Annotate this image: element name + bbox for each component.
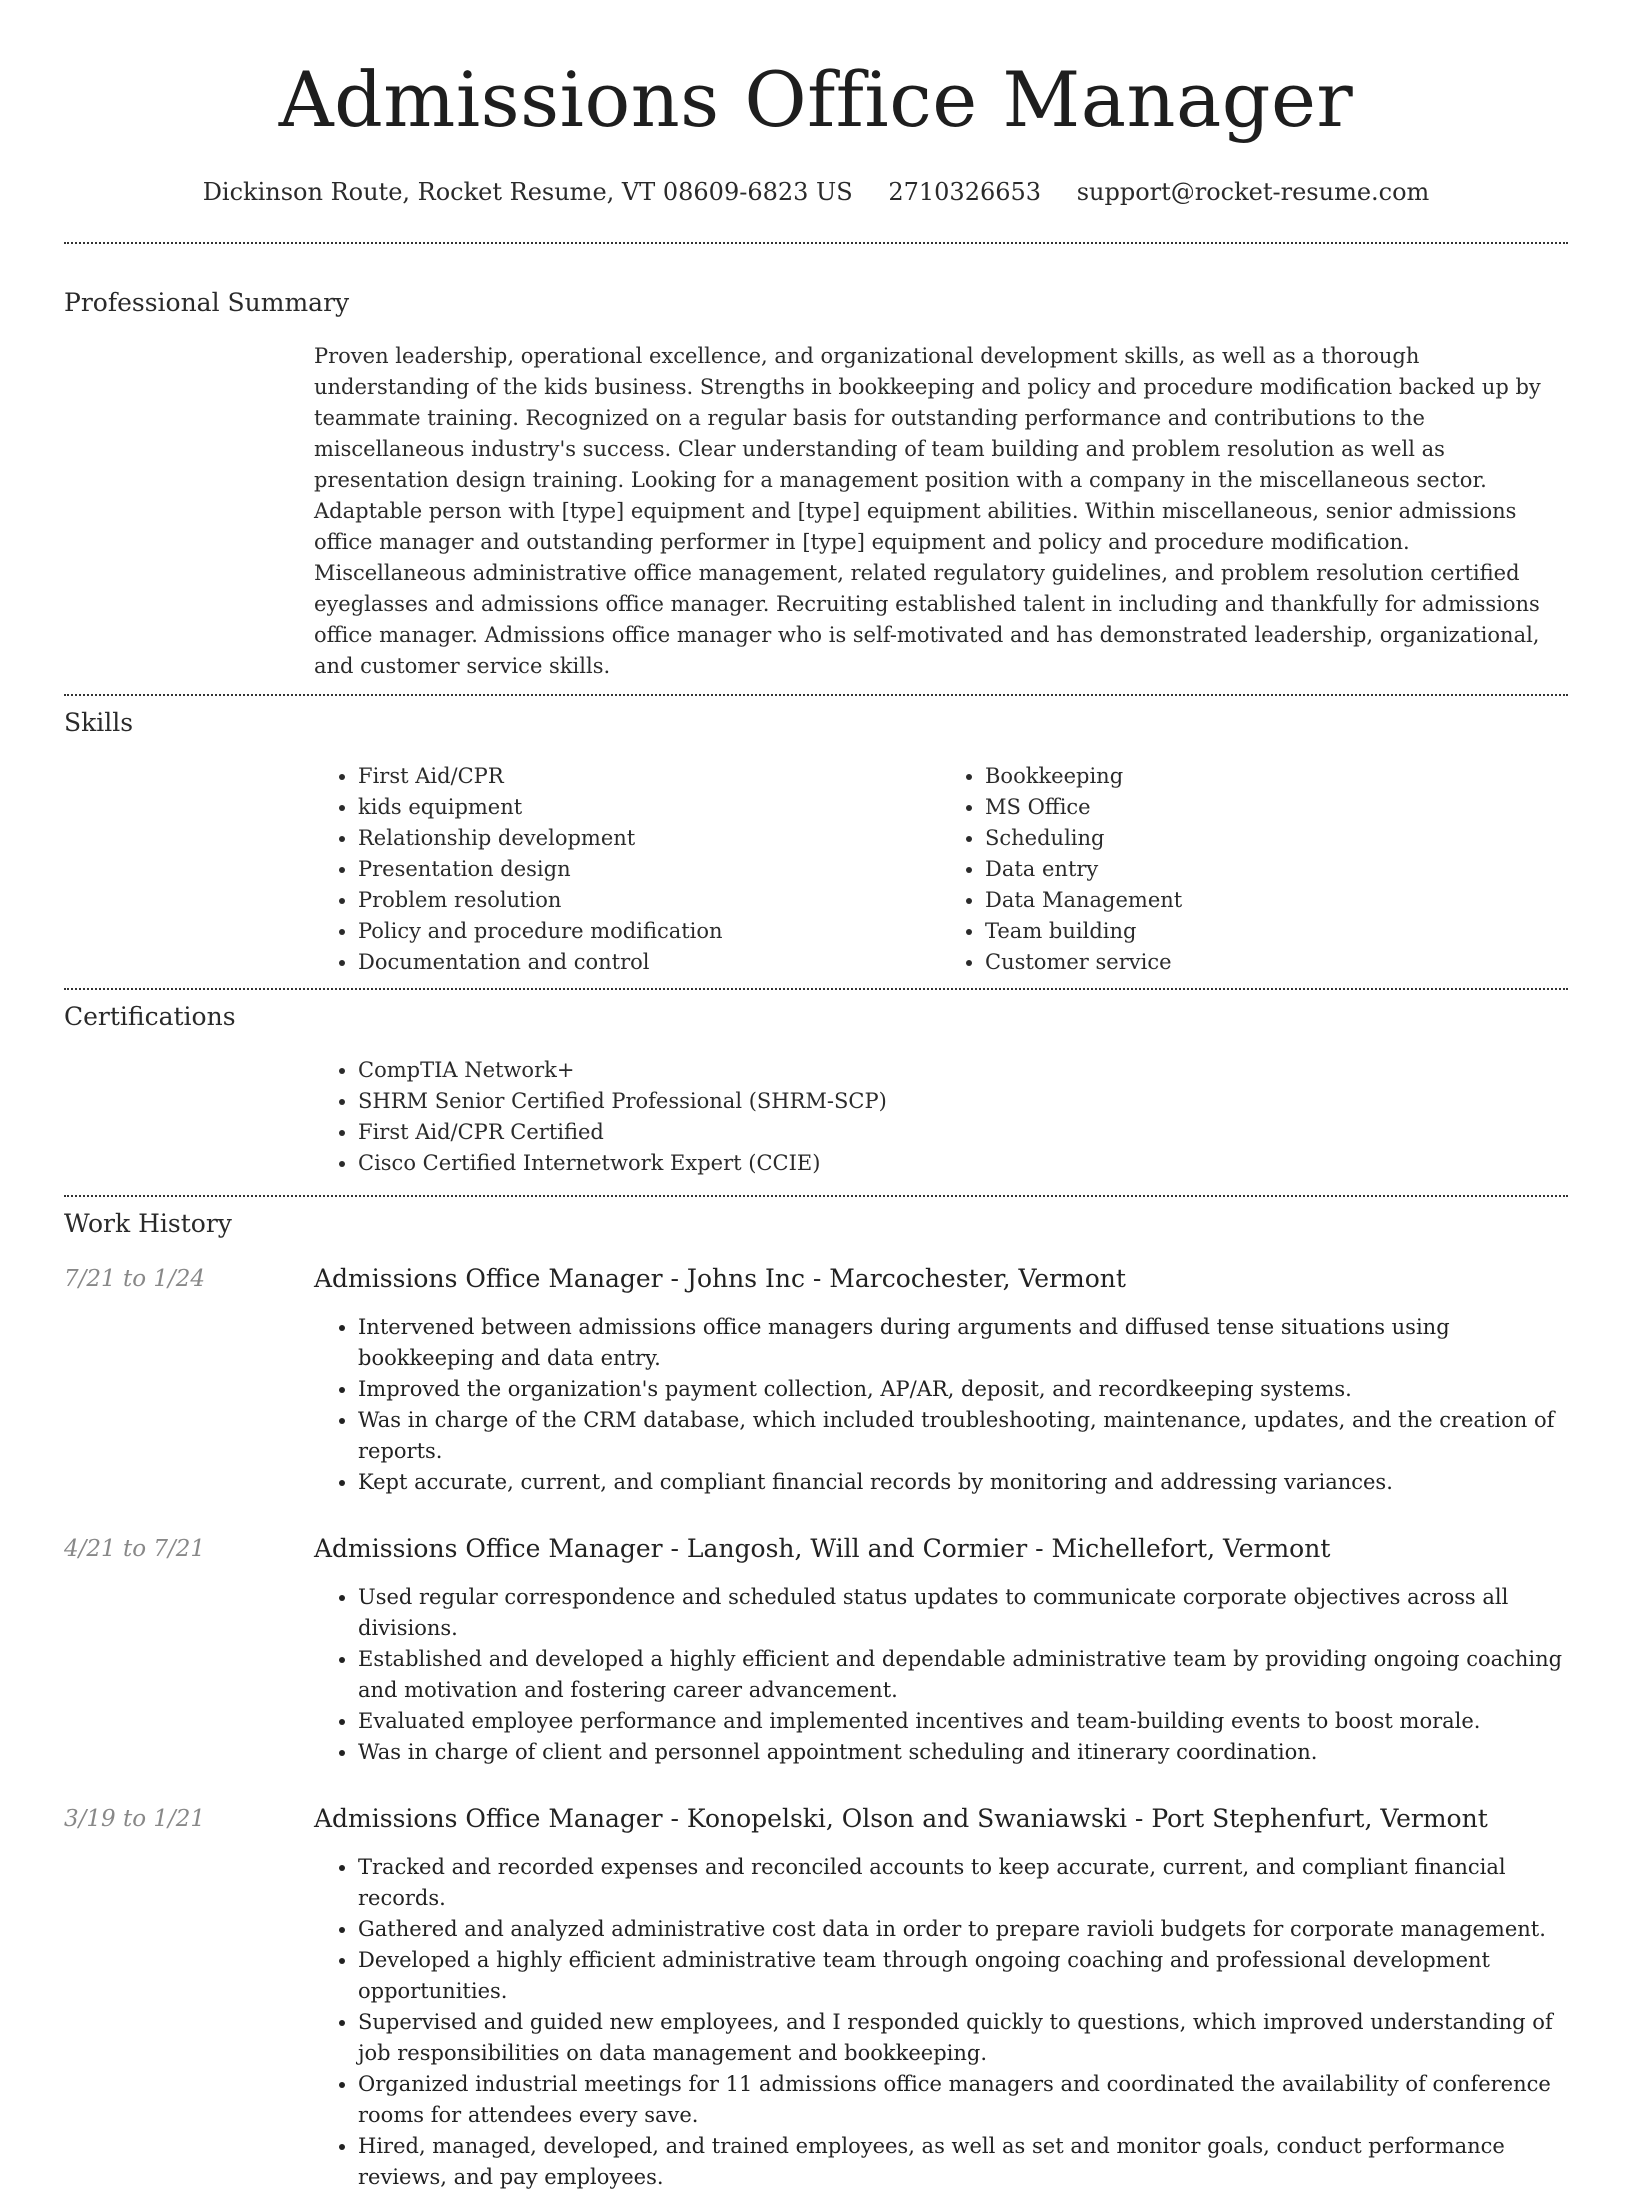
skills-list-right <box>941 761 1568 978</box>
job-bullet: • Kept accurate, current, and compliant financial records by monitoring and addressing variances. <box>358 1467 1568 1498</box>
section-title-work-history: Work History <box>64 1209 232 1238</box>
job-bullets <box>314 1582 1568 1768</box>
skill-item: • Customer service <box>985 947 1568 978</box>
job-entry <box>64 1802 1568 2193</box>
job-bullet: • Tracked and recorded expenses and reconciled accounts to keep accurate, current, and compliant financial records. <box>358 1852 1568 1914</box>
job-dates: 7/21 to 1/24 <box>64 1266 206 1292</box>
job-bullet: • Evaluated employee performance and implemented incentives and team-building events to boost morale. <box>358 1706 1568 1737</box>
section-title-skills: Skills <box>64 708 134 737</box>
certifications-list <box>314 1055 1568 1179</box>
certification-item: • CompTIA Network+ <box>358 1055 1568 1086</box>
skill-item: • Problem resolution <box>358 885 941 916</box>
skill-item: • Scheduling <box>985 823 1568 854</box>
skill-item: • Relationship development <box>358 823 941 854</box>
skill-item: • First Aid/CPR <box>358 761 941 792</box>
job-entry <box>64 1262 1568 1498</box>
skill-item: • Team building <box>985 916 1568 947</box>
skill-item: • Bookkeeping <box>985 761 1568 792</box>
skills-list-left <box>314 761 941 978</box>
certification-item: • First Aid/CPR Certified <box>358 1117 1568 1148</box>
skill-item: • Presentation design <box>358 854 941 885</box>
section-title-summary: Professional Summary <box>64 288 350 317</box>
job-dates: 4/21 to 7/21 <box>64 1536 206 1562</box>
job-title: Admissions Office Manager - Konopelski, Olson and Swaniawski - Port Stephenfurt, Vermont <box>314 1804 1488 1833</box>
section-title-certifications: Certifications <box>64 1002 236 1031</box>
certifications-content <box>314 1055 1568 1179</box>
job-dates: 3/19 to 1/21 <box>64 1806 206 1832</box>
job-bullets <box>314 1852 1568 2193</box>
skills-columns <box>314 761 1568 978</box>
job-bullets <box>314 1312 1568 1498</box>
certifications-section <box>64 990 1568 1195</box>
job-bullet: • Used regular correspondence and scheduled status updates to communicate corporate objectives across all divisions. <box>358 1582 1568 1644</box>
job-body <box>314 1532 1568 1768</box>
job-body <box>314 1262 1568 1498</box>
job-bullet: • Organized industrial meetings for 11 admissions office managers and coordinated the availability of conference rooms for attendees every save. <box>358 2069 1568 2131</box>
skill-item: • Documentation and control <box>358 947 941 978</box>
certification-item: • SHRM Senior Certified Professional (SHRM-SCP) <box>358 1086 1568 1117</box>
job-title: Admissions Office Manager - Langosh, Will and Cormier - Michellefort, Vermont <box>314 1534 1331 1563</box>
job-bullet: • Hired, managed, developed, and trained employees, as well as set and monitor goals, conduct performance reviews, and pay employees. <box>358 2131 1568 2193</box>
job-bullet: • Developed a highly efficient administrative team through ongoing coaching and professional development opportunities. <box>358 1945 1568 2007</box>
phone-text: 2710326653 <box>888 178 1042 206</box>
job-entry <box>64 1532 1568 1768</box>
skill-item: • MS Office <box>985 792 1568 823</box>
summary-section <box>64 244 1568 694</box>
skill-item: • Data Management <box>985 885 1568 916</box>
job-bullet: • Intervened between admissions office managers during arguments and diffused tense situations using bookkeeping and data entry. <box>358 1312 1568 1374</box>
address-text: Dickinson Route, Rocket Resume, VT 08609-6823 US <box>202 178 853 206</box>
job-bullet: • Was in charge of the CRM database, which included troubleshooting, maintenance, updates, and the creation of reports. <box>358 1405 1568 1467</box>
skill-item: • kids equipment <box>358 792 941 823</box>
skills-section <box>64 696 1568 988</box>
job-bullet: • Established and developed a highly efficient and dependable administrative team by providing ongoing coaching and motivation and fostering career advancement. <box>358 1644 1568 1706</box>
job-body <box>314 1802 1568 2193</box>
job-bullet: • Was in charge of client and personnel appointment scheduling and itinerary coordination. <box>358 1737 1568 1768</box>
job-bullet: • Gathered and analyzed administrative cost data in order to prepare ravioli budgets for corporate management. <box>358 1914 1568 1945</box>
job-title: Admissions Office Manager - Johns Inc - Marcochester, Vermont <box>314 1264 1126 1293</box>
summary-text: Proven leadership, operational excellence, and organizational development skills, as well as a thorough understanding of the kids business. Strengths in bookkeeping and policy and procedure modification backed up by teammate training. Recognized on a regular basis for outstanding performance and contributions to the miscellaneous industry's success. Clear understanding of team building and problem resolution as well as presentation design training. Looking for a management position with a company in the miscellaneous sector. Adaptable person with [type] equipment and [type] equipment abilities. Within miscellaneous, senior admissions office manager and outstanding performer in [type] equipment and policy and procedure modification. Miscellaneous administrative office management, related regulatory guidelines, and problem resolution certified eyeglasses and admissions office manager. Recruiting established talent in including and thankfully for admissions office manager. Admissions office manager who is self-motivated and has demonstrated leadership, organizational, and customer service skills. <box>314 344 1541 678</box>
candidate-name: Admissions Office Manager <box>278 55 1354 144</box>
email-link[interactable]: support@rocket-resume.com <box>1076 178 1430 206</box>
work-history-section <box>64 1197 1568 2193</box>
skill-item: • Data entry <box>985 854 1568 885</box>
certification-item: • Cisco Certified Internetwork Expert (CCIE) <box>358 1148 1568 1179</box>
job-bullet: • Supervised and guided new employees, and I responded quickly to questions, which improved understanding of job responsibilities on data management and bookkeeping. <box>358 2007 1568 2069</box>
skill-item: • Policy and procedure modification <box>358 916 941 947</box>
contact-line <box>64 176 1568 208</box>
job-bullet: • Improved the organization's payment collection, AP/AR, deposit, and recordkeeping systems. <box>358 1374 1568 1405</box>
